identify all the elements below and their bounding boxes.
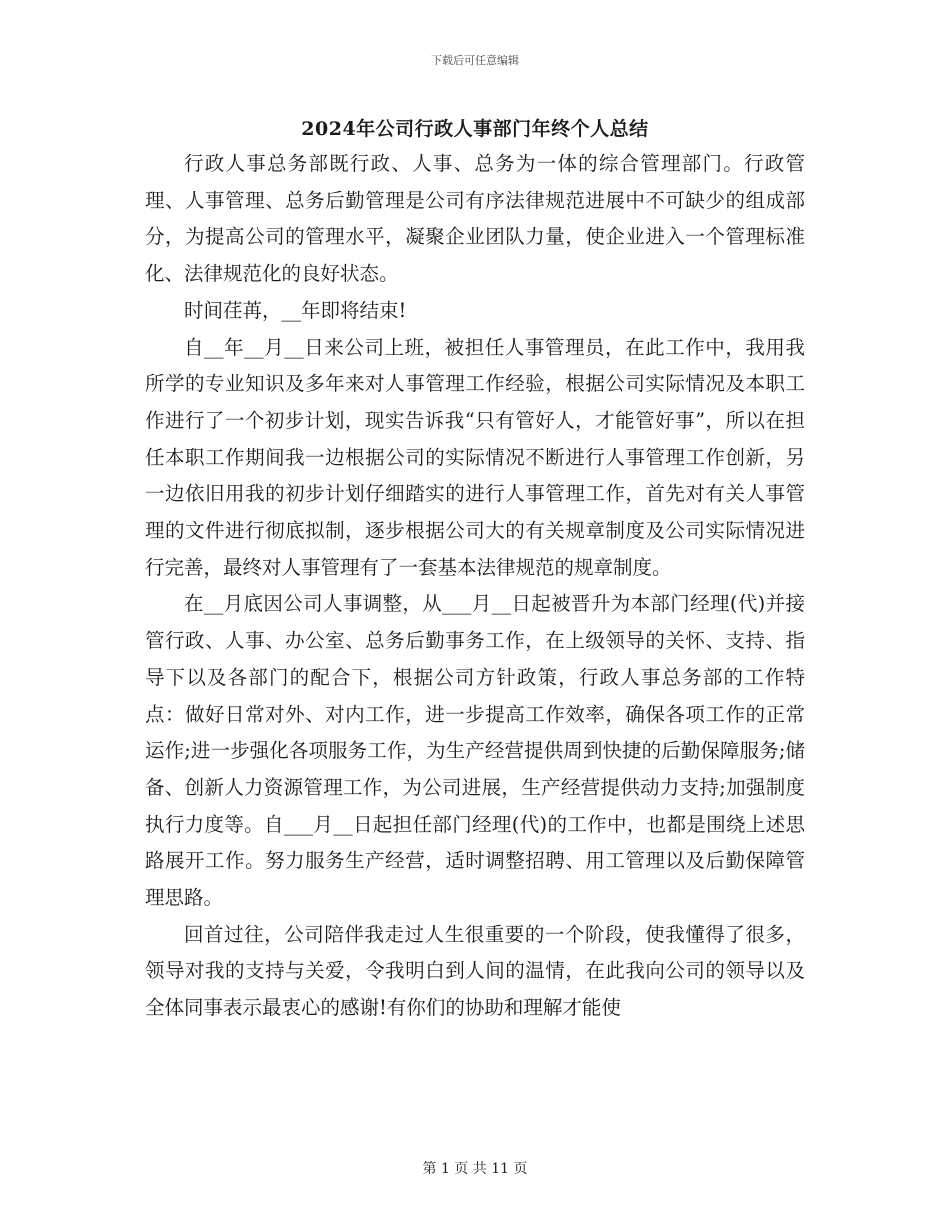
paragraph-promotion: 在__月底因公司人事调整，从___月__日起被晋升为本部门经理(代)并接管行政、人事、办公室、总务后勤事务工作，在上级领导的关怀、支持、指导下以及各部门的配合下，根据公司方针政策，行政人事总务部的工作特点：做好日常对外、对内工作，进一步提高工作效率，确保各项工作的正常运作;进一步强化各项服务工作，为生产经营提供周到快捷的后勤保障服务;储备、创新人力资源管理工作，为公司进展，生产经营提供动力支持;加强制度执行力度等。自___月__日起担任部门经理(代)的工作中，也都是围绕上述思路展开工作。努力服务生产经营，适时调整招聘、用工管理以及后勤保障管理思路。 <box>145 592 805 910</box>
page-header-note: 下载后可任意编辑 <box>431 54 519 67</box>
paragraph-time: 时间荏苒，__年即将结束! <box>184 298 407 322</box>
paragraph-hr-work: 自__年__月__日来公司上班，被担任人事管理员，在此工作中，我用我所学的专业知识及多年来对人事管理工作经验，根据公司实际情况及本职工作进行了一个初步计划，现实告诉我“只有管好人，才能管好事”，所以在担任本职工作期间我一边根据公司的实际情况不断进行人事管理工作创新，另一边依旧用我的初步计划仔细踏实的进行人事管理工作，首先对有关人事管理的文件进行彻底拟制，逐步根据公司大的有关规章制度及公司实际情况进行完善，最终对人事管理有了一套基本法律规范的规章制度。 <box>145 335 805 579</box>
document-body <box>145 146 805 1027</box>
paragraph-thanks: 回首过往，公司陪伴我走过人生很重要的一个阶段，使我懂得了很多，领导对我的支持与关爱，令我明白到人间的温情，在此我向公司的领导以及全体同事表示最衷心的感谢!有你们的协助和理解才能使 <box>145 922 805 1020</box>
document-title: 2024年公司行政人事部门年终个人总结 <box>301 118 649 140</box>
page-number: 第 1 页 共 11 页 <box>422 1161 528 1177</box>
paragraph-intro: 行政人事总务部既行政、人事、总务为一体的综合管理部门。行政管理、人事管理、总务后勤管理是公司有序法律规范进展中不可缺少的组成部分，为提高公司的管理水平，凝聚企业团队力量，使企业进入一个管理标准化、法律规范化的良好状态。 <box>145 152 805 286</box>
